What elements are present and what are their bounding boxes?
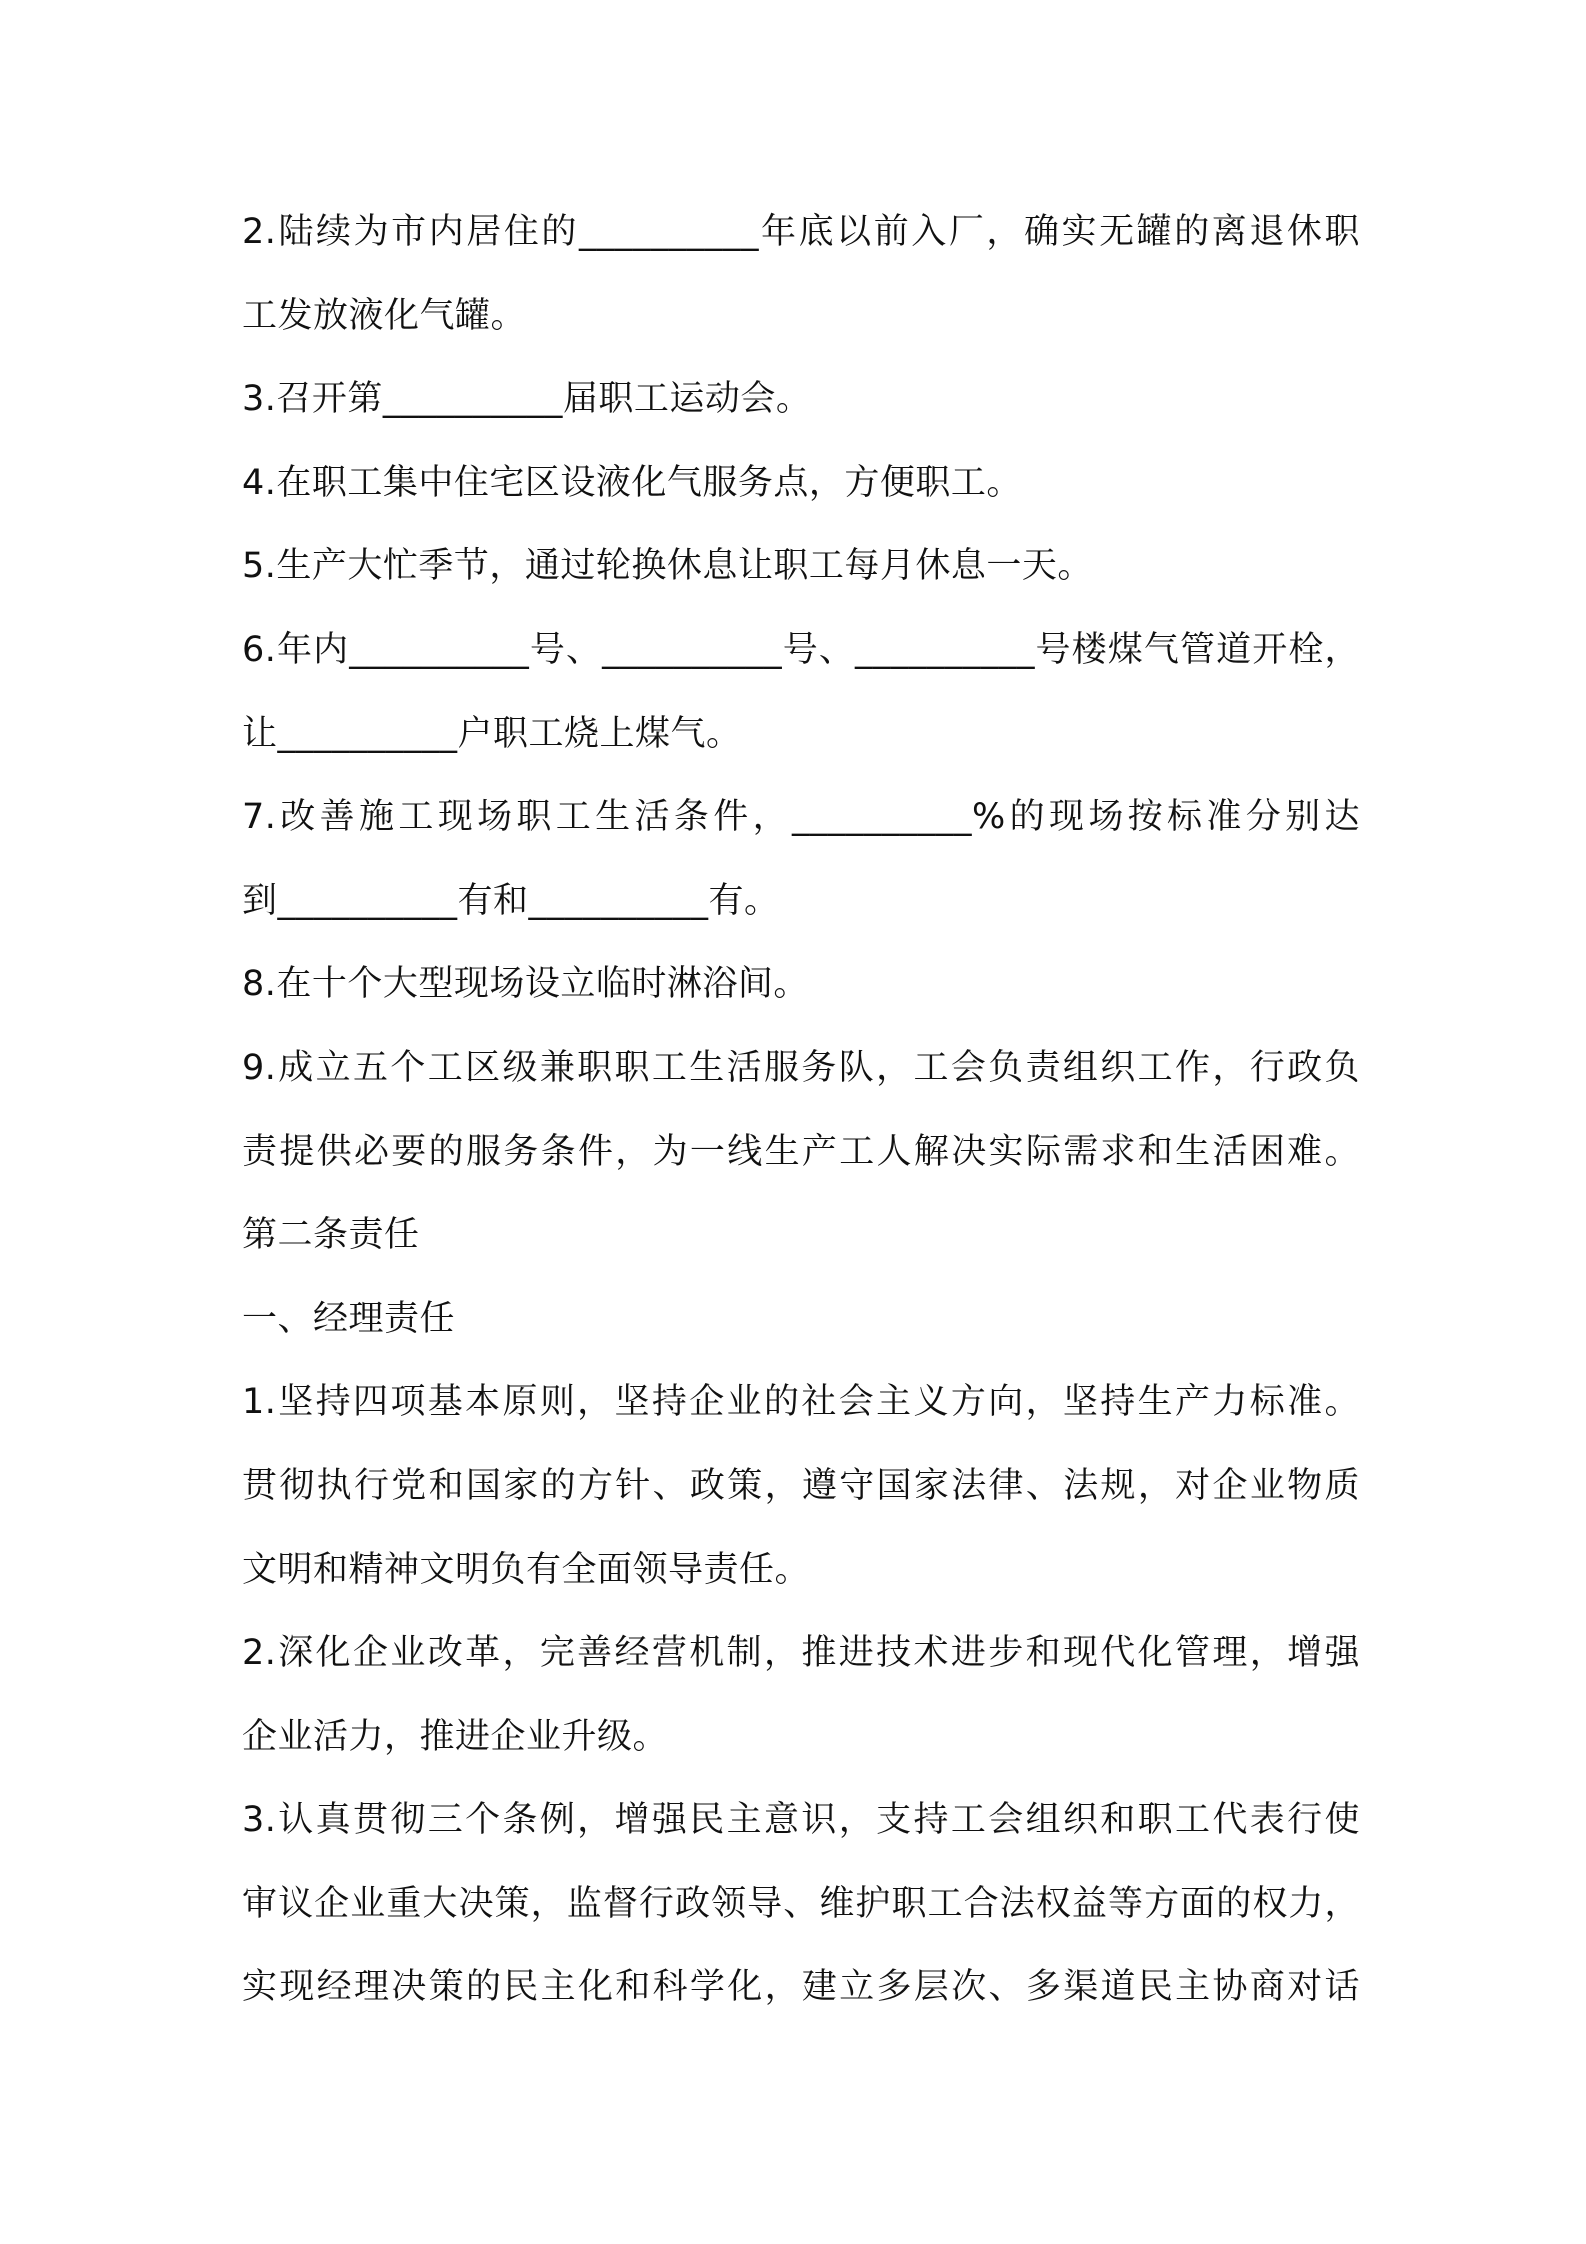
- text-line: 工发放液化气罐。: [242, 295, 527, 336]
- text-line: 让__________户职工烧上煤气。: [242, 713, 742, 754]
- text-line: 企业活力，推进企业升级。: [242, 1716, 669, 1757]
- text-line: 7.改善施工现场职工生活条件，__________%的现场按标准分别达: [242, 797, 1360, 838]
- text-line: 2.陆续为市内居住的__________年底以前入厂，确实无罐的离退休职: [242, 212, 1360, 252]
- text-line: 2.深化企业改革，完善经营机制，推进技术进步和现代化管理，增强: [242, 1633, 1360, 1674]
- text-line: 文明和精神文明负有全面领导责任。: [242, 1549, 811, 1590]
- text-line: 3.认真贯彻三个条例，增强民主意识，支持工会组织和职工代表行使: [242, 1800, 1360, 1841]
- text-line: 4.在职工集中住宅区设液化气服务点，方便职工。: [242, 462, 1022, 503]
- text-line: 贯彻执行党和国家的方针、政策，遵守国家法律、法规，对企业物质: [242, 1465, 1360, 1506]
- text-line: 3.召开第__________届职工运动会。: [242, 379, 812, 420]
- text-line: 责提供必要的服务条件，为一线生产工人解决实际需求和生活困难。: [242, 1131, 1360, 1172]
- text-line: 8.在十个大型现场设立临时淋浴间。: [242, 964, 809, 1005]
- subsection-heading: 一、经理责任: [242, 1298, 456, 1339]
- section-heading: 第二条责任: [242, 1215, 420, 1256]
- text-line: 5.生产大忙季节，通过轮换休息让职工每月休息一天。: [242, 546, 1093, 587]
- text-line: 审议企业重大决策，监督行政领导、维护职工合法权益等方面的权力，: [242, 1883, 1360, 1924]
- document-page: [242, 204, 1360, 2043]
- text-line: 9.成立五个工区级兼职职工生活服务队，工会负责组织工作，行政负: [242, 1047, 1360, 1088]
- text-line: 6.年内__________号、__________号、__________号楼煤气管道开栓，: [242, 629, 1360, 670]
- text-line: 1.坚持四项基本原则，坚持企业的社会主义方向，坚持生产力标准。: [242, 1382, 1360, 1423]
- text-line: 到__________有和__________有。: [242, 880, 780, 921]
- text-line: 实现经理决策的民主化和科学化，建立多层次、多渠道民主协商对话: [242, 1967, 1360, 2008]
